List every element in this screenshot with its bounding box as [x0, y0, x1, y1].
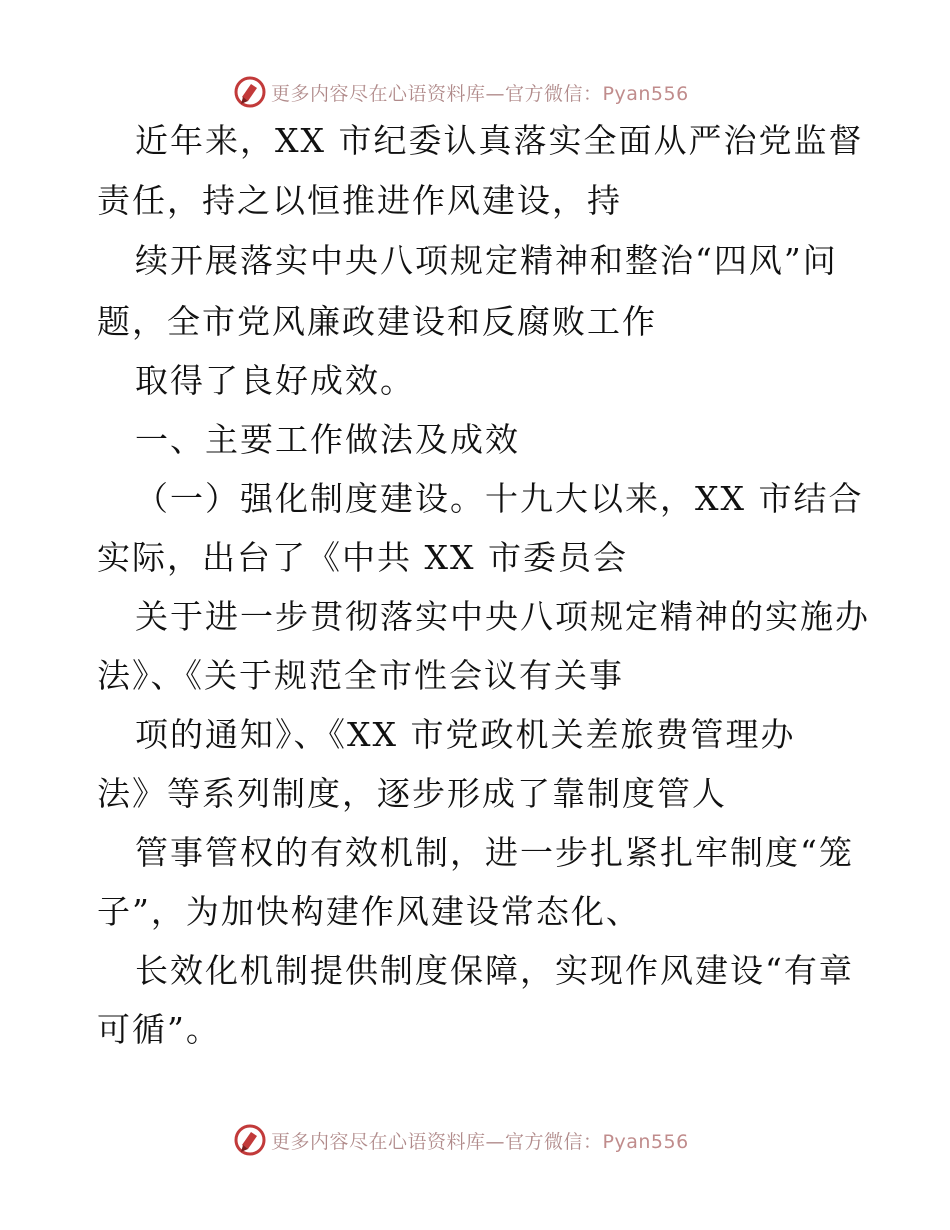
- paragraph-line: 题，全市党风廉政建设和反腐败工作: [97, 302, 657, 341]
- paragraph-line: 续开展落实中央八项规定精神和整治“四风”问: [135, 241, 838, 280]
- footer-watermark: [0, 1120, 950, 1160]
- section-heading: 一、主要工作做法及成效: [135, 420, 520, 459]
- watermark-logo-icon: [233, 75, 267, 109]
- watermark-text: 更多内容尽在心语资料库—官方微信：Pyan556: [271, 1130, 689, 1153]
- paragraph-line: 子”，为加快构建作风建设常态化、: [97, 892, 641, 931]
- paragraph-line: 关于进一步贯彻落实中央八项规定精神的实施办: [135, 597, 870, 636]
- paragraph-line: 长效化机制提供制度保障，实现作风建设“有章: [135, 951, 854, 990]
- paragraph-line: 可循”。: [97, 1010, 221, 1049]
- paragraph-line: 管事管权的有效机制，进一步扎紧扎牢制度“笼: [135, 833, 854, 872]
- paragraph-line: 责任，持之以恒推进作风建设，持: [97, 181, 622, 220]
- header-watermark: [0, 72, 950, 112]
- watermark-logo-icon: [233, 1123, 267, 1157]
- paragraph-line: 近年来，XX 市纪委认真落实全面从严治党监督: [135, 121, 864, 160]
- paragraph-line: 项的通知》、《XX 市党政机关差旅费管理办: [135, 715, 796, 754]
- watermark-text: 更多内容尽在心语资料库—官方微信：Pyan556: [271, 82, 689, 105]
- paragraph-line: 取得了良好成效。: [135, 361, 415, 400]
- paragraph-line: 法》等系列制度，逐步形成了靠制度管人: [97, 774, 727, 813]
- paragraph-line: 实际，出台了《中共 XX 市委员会: [97, 538, 628, 577]
- paragraph-line: 法》、《关于规范全市性会议有关事: [97, 656, 624, 695]
- paragraph-line: （一）强化制度建设。十九大以来，XX 市结合: [135, 479, 864, 518]
